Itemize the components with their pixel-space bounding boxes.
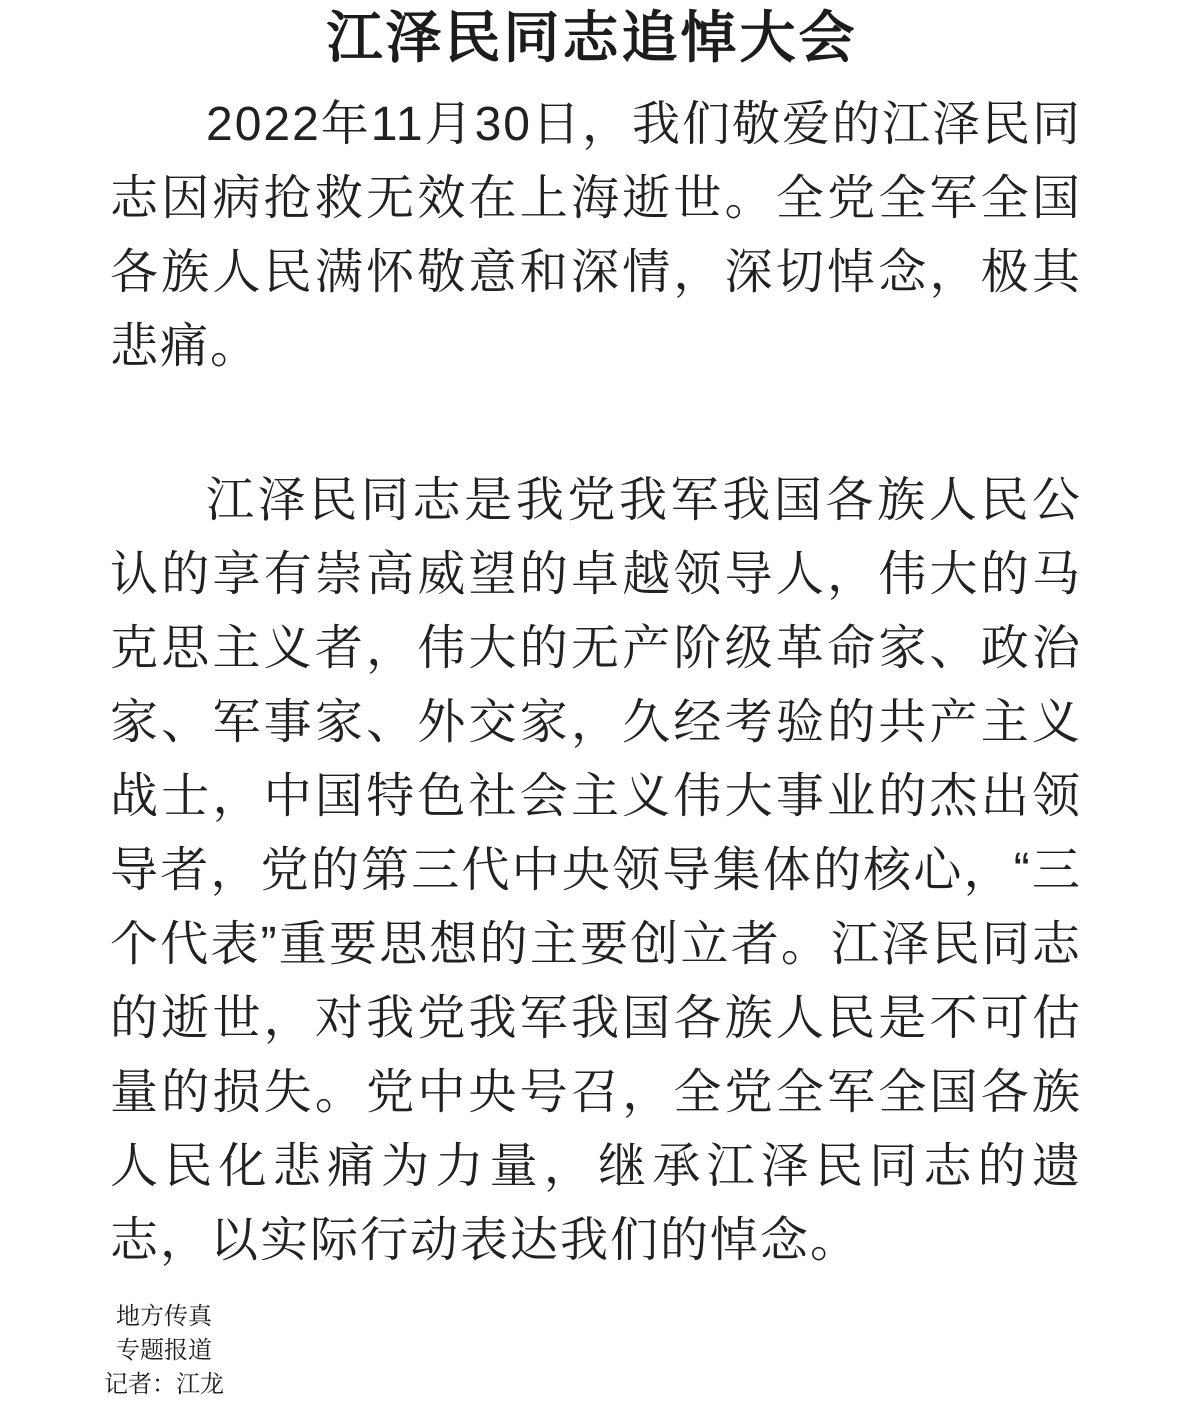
footer-line-section: 专题报道 xyxy=(116,1337,212,1364)
body-paragraph-1: 2022年11月30日，我们敬爱的江泽民同志因病抢救无效在上海逝世。全党全军全国各族人民满怀敬意和深情，深切悼念，极其悲痛。 xyxy=(110,98,1083,373)
footer-line-reporter: 记者：江龙 xyxy=(104,1371,224,1398)
footer-line-column: 地方传真 xyxy=(116,1303,212,1330)
document-body xyxy=(110,88,1082,1278)
footer-byline xyxy=(104,1300,224,1402)
body-paragraph-2: 江泽民同志是我党我军我国各族人民公认的享有崇高威望的卓越领导人，伟大的马克思主义者，伟大的无产阶级革命家、政治家、军事家、外交家，久经考验的共产主义战士，中国特色社会主义伟大事业的杰出领导者，党的第三代中央领导集体的核心，“三个代表”重要思想的主要创立者。江泽民同志的逝世，对我党我军我国各族人民是不可估量的损失。党中央号召，全党全军全国各族人民化悲痛为力量，继承江泽民同志的遗志，以实际行动表达我们的悼念。 xyxy=(110,474,1082,1267)
page-title: 江泽民同志追悼大会 xyxy=(326,6,858,69)
